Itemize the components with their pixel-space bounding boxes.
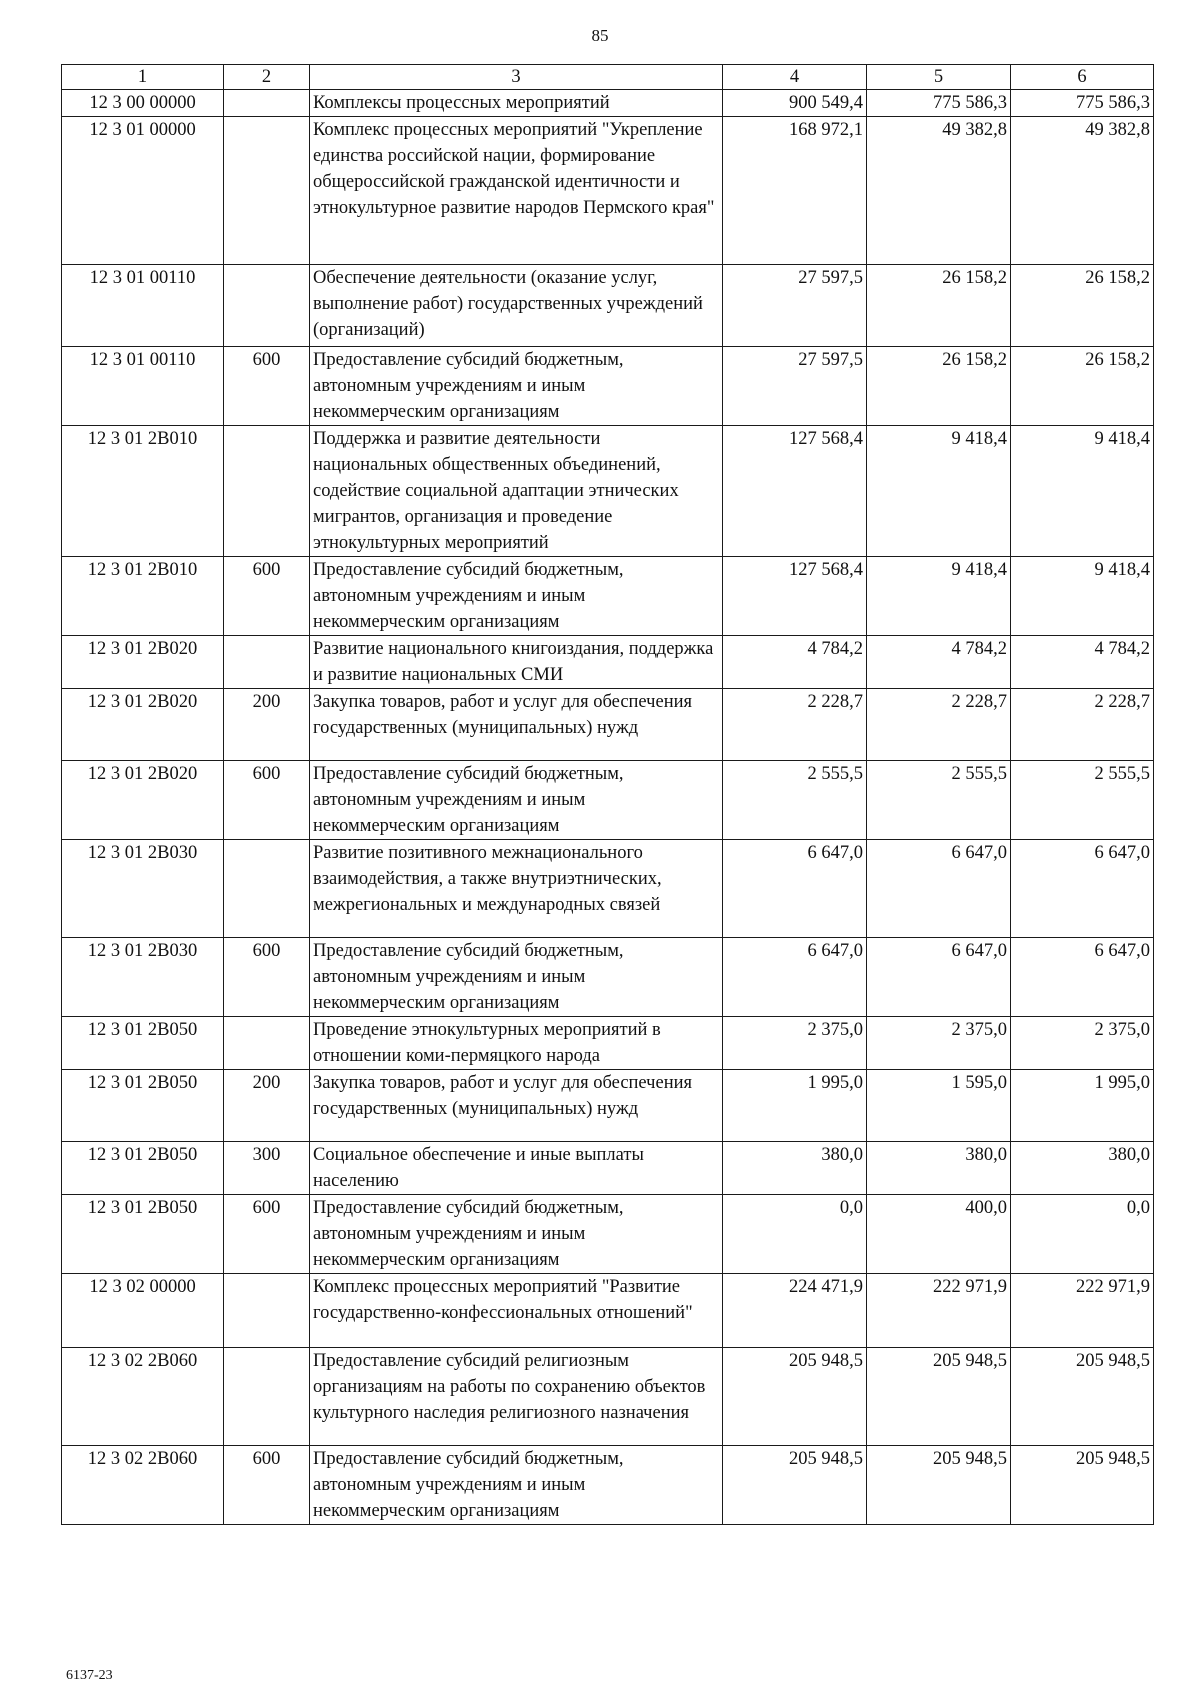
row-code: 12 3 01 00000	[62, 117, 224, 265]
row-value-col4: 127 568,4	[723, 557, 867, 636]
row-expense-type: 600	[224, 557, 310, 636]
row-value-col6: 26 158,2	[1011, 347, 1154, 426]
row-value-col4: 6 647,0	[723, 938, 867, 1017]
row-value-col6: 1 995,0	[1011, 1070, 1154, 1142]
page-number: 85	[591, 26, 609, 45]
row-value-col5: 6 647,0	[867, 938, 1011, 1017]
row-value-col4: 168 972,1	[723, 117, 867, 265]
row-value-col4: 205 948,5	[723, 1348, 867, 1446]
header-col-1: 1	[62, 65, 224, 90]
row-value-col6: 9 418,4	[1011, 557, 1154, 636]
row-expense-type: 200	[224, 1070, 310, 1142]
row-value-col5: 9 418,4	[867, 426, 1011, 557]
table-row	[62, 689, 1154, 761]
row-value-col4: 27 597,5	[723, 265, 867, 347]
table-row	[62, 938, 1154, 1017]
table-row	[62, 347, 1154, 426]
row-expense-type	[224, 90, 310, 117]
row-name: Предоставление субсидий бюджетным, автономным учреждениям и иным некоммерческим организациям	[310, 938, 723, 1017]
row-value-col5: 6 647,0	[867, 840, 1011, 938]
document-code: 6137-23	[66, 1668, 113, 1683]
row-expense-type	[224, 1274, 310, 1348]
row-value-col4: 6 647,0	[723, 840, 867, 938]
row-name: Предоставление субсидий бюджетным, автономным учреждениям и иным некоммерческим организациям	[310, 557, 723, 636]
row-code: 12 3 01 2В050	[62, 1070, 224, 1142]
row-value-col5: 380,0	[867, 1142, 1011, 1195]
row-value-col6: 49 382,8	[1011, 117, 1154, 265]
row-code: 12 3 01 2В020	[62, 636, 224, 689]
row-expense-type: 200	[224, 689, 310, 761]
row-value-col4: 0,0	[723, 1195, 867, 1274]
row-name: Поддержка и развитие деятельности национальных общественных объединений, содействие социальной адаптации этнических мигрантов, организация и проведение этнокультурных мероприятий	[310, 426, 723, 557]
row-value-col6: 4 784,2	[1011, 636, 1154, 689]
budget-table	[61, 64, 1154, 1525]
row-value-col5: 26 158,2	[867, 347, 1011, 426]
row-value-col4: 2 228,7	[723, 689, 867, 761]
row-value-col4: 27 597,5	[723, 347, 867, 426]
row-name: Обеспечение деятельности (оказание услуг, выполнение работ) государственных учреждений (организаций)	[310, 265, 723, 347]
row-value-col6: 2 555,5	[1011, 761, 1154, 840]
row-value-col5: 775 586,3	[867, 90, 1011, 117]
row-value-col6: 775 586,3	[1011, 90, 1154, 117]
row-value-col6: 205 948,5	[1011, 1446, 1154, 1525]
row-code: 12 3 01 2В010	[62, 557, 224, 636]
table-row	[62, 1195, 1154, 1274]
row-value-col4: 900 549,4	[723, 90, 867, 117]
table-row	[62, 1348, 1154, 1446]
row-value-col6: 205 948,5	[1011, 1348, 1154, 1446]
row-value-col6: 380,0	[1011, 1142, 1154, 1195]
row-name: Проведение этнокультурных мероприятий в отношении коми-пермяцкого народа	[310, 1017, 723, 1070]
row-value-col6: 222 971,9	[1011, 1274, 1154, 1348]
table-row	[62, 1274, 1154, 1348]
row-value-col5: 205 948,5	[867, 1348, 1011, 1446]
row-value-col5: 222 971,9	[867, 1274, 1011, 1348]
row-code: 12 3 01 2В030	[62, 938, 224, 1017]
row-code: 12 3 01 2В050	[62, 1195, 224, 1274]
row-name: Закупка товаров, работ и услуг для обеспечения государственных (муниципальных) нужд	[310, 689, 723, 761]
row-code: 12 3 01 2В010	[62, 426, 224, 557]
row-expense-type	[224, 636, 310, 689]
table-row	[62, 1017, 1154, 1070]
row-expense-type	[224, 1348, 310, 1446]
row-value-col4: 4 784,2	[723, 636, 867, 689]
row-value-col4: 380,0	[723, 1142, 867, 1195]
row-name: Социальное обеспечение и иные выплаты населению	[310, 1142, 723, 1195]
row-value-col5: 9 418,4	[867, 557, 1011, 636]
row-code: 12 3 02 2В060	[62, 1348, 224, 1446]
row-name: Комплекс процессных мероприятий "Развитие государственно-конфессиональных отношений"	[310, 1274, 723, 1348]
header-col-5: 5	[867, 65, 1011, 90]
header-col-6: 6	[1011, 65, 1154, 90]
row-code: 12 3 01 2В050	[62, 1142, 224, 1195]
row-code: 12 3 00 00000	[62, 90, 224, 117]
row-value-col5: 1 595,0	[867, 1070, 1011, 1142]
table-row	[62, 90, 1154, 117]
row-value-col4: 205 948,5	[723, 1446, 867, 1525]
row-value-col6: 2 375,0	[1011, 1017, 1154, 1070]
table-row	[62, 557, 1154, 636]
row-value-col5: 2 555,5	[867, 761, 1011, 840]
row-value-col6: 9 418,4	[1011, 426, 1154, 557]
row-code: 12 3 02 2В060	[62, 1446, 224, 1525]
row-value-col5: 2 228,7	[867, 689, 1011, 761]
row-name: Предоставление субсидий бюджетным, автономным учреждениям и иным некоммерческим организациям	[310, 1195, 723, 1274]
table-row	[62, 761, 1154, 840]
row-expense-type: 600	[224, 347, 310, 426]
row-value-col4: 2 555,5	[723, 761, 867, 840]
row-name: Развитие национального книгоиздания, поддержка и развитие национальных СМИ	[310, 636, 723, 689]
table-row	[62, 840, 1154, 938]
row-value-col5: 2 375,0	[867, 1017, 1011, 1070]
table-row	[62, 1446, 1154, 1525]
table-row	[62, 426, 1154, 557]
row-value-col5: 205 948,5	[867, 1446, 1011, 1525]
row-name: Закупка товаров, работ и услуг для обеспечения государственных (муниципальных) нужд	[310, 1070, 723, 1142]
row-value-col4: 1 995,0	[723, 1070, 867, 1142]
row-value-col5: 400,0	[867, 1195, 1011, 1274]
row-value-col5: 4 784,2	[867, 636, 1011, 689]
row-value-col5: 26 158,2	[867, 265, 1011, 347]
row-value-col4: 2 375,0	[723, 1017, 867, 1070]
row-code: 12 3 01 2В020	[62, 689, 224, 761]
row-name: Предоставление субсидий религиозным организациям на работы по сохранению объектов культурного наследия религиозного назначения	[310, 1348, 723, 1446]
row-value-col4: 224 471,9	[723, 1274, 867, 1348]
row-name: Комплекс процессных мероприятий "Укрепление единства российской нации, формирование общероссийской гражданской идентичности и этнокультурное развитие народов Пермского края"	[310, 117, 723, 265]
row-expense-type: 600	[224, 1446, 310, 1525]
row-code: 12 3 01 2В030	[62, 840, 224, 938]
row-code: 12 3 01 2В050	[62, 1017, 224, 1070]
header-col-2: 2	[224, 65, 310, 90]
row-expense-type	[224, 840, 310, 938]
row-expense-type	[224, 1017, 310, 1070]
row-code: 12 3 01 00110	[62, 265, 224, 347]
table-row	[62, 117, 1154, 265]
row-value-col5: 49 382,8	[867, 117, 1011, 265]
row-value-col6: 6 647,0	[1011, 938, 1154, 1017]
row-code: 12 3 01 2В020	[62, 761, 224, 840]
row-name: Предоставление субсидий бюджетным, автономным учреждениям и иным некоммерческим организациям	[310, 1446, 723, 1525]
header-col-3: 3	[310, 65, 723, 90]
row-code: 12 3 01 00110	[62, 347, 224, 426]
row-expense-type	[224, 426, 310, 557]
row-name: Предоставление субсидий бюджетным, автономным учреждениям и иным некоммерческим организациям	[310, 761, 723, 840]
table-row	[62, 1142, 1154, 1195]
row-expense-type	[224, 117, 310, 265]
table-row	[62, 1070, 1154, 1142]
table-row	[62, 636, 1154, 689]
row-value-col6: 6 647,0	[1011, 840, 1154, 938]
row-value-col6: 2 228,7	[1011, 689, 1154, 761]
row-expense-type: 600	[224, 938, 310, 1017]
row-name: Развитие позитивного межнационального взаимодействия, а также внутриэтнических, межрегиональных и международных связей	[310, 840, 723, 938]
row-value-col6: 0,0	[1011, 1195, 1154, 1274]
row-expense-type: 300	[224, 1142, 310, 1195]
row-expense-type: 600	[224, 1195, 310, 1274]
row-value-col4: 127 568,4	[723, 426, 867, 557]
header-col-4: 4	[723, 65, 867, 90]
row-name: Предоставление субсидий бюджетным, автономным учреждениям и иным некоммерческим организациям	[310, 347, 723, 426]
table-row	[62, 265, 1154, 347]
row-expense-type: 600	[224, 761, 310, 840]
header-row	[62, 65, 1154, 90]
row-expense-type	[224, 265, 310, 347]
row-code: 12 3 02 00000	[62, 1274, 224, 1348]
row-name: Комплексы процессных мероприятий	[310, 90, 723, 117]
row-value-col6: 26 158,2	[1011, 265, 1154, 347]
